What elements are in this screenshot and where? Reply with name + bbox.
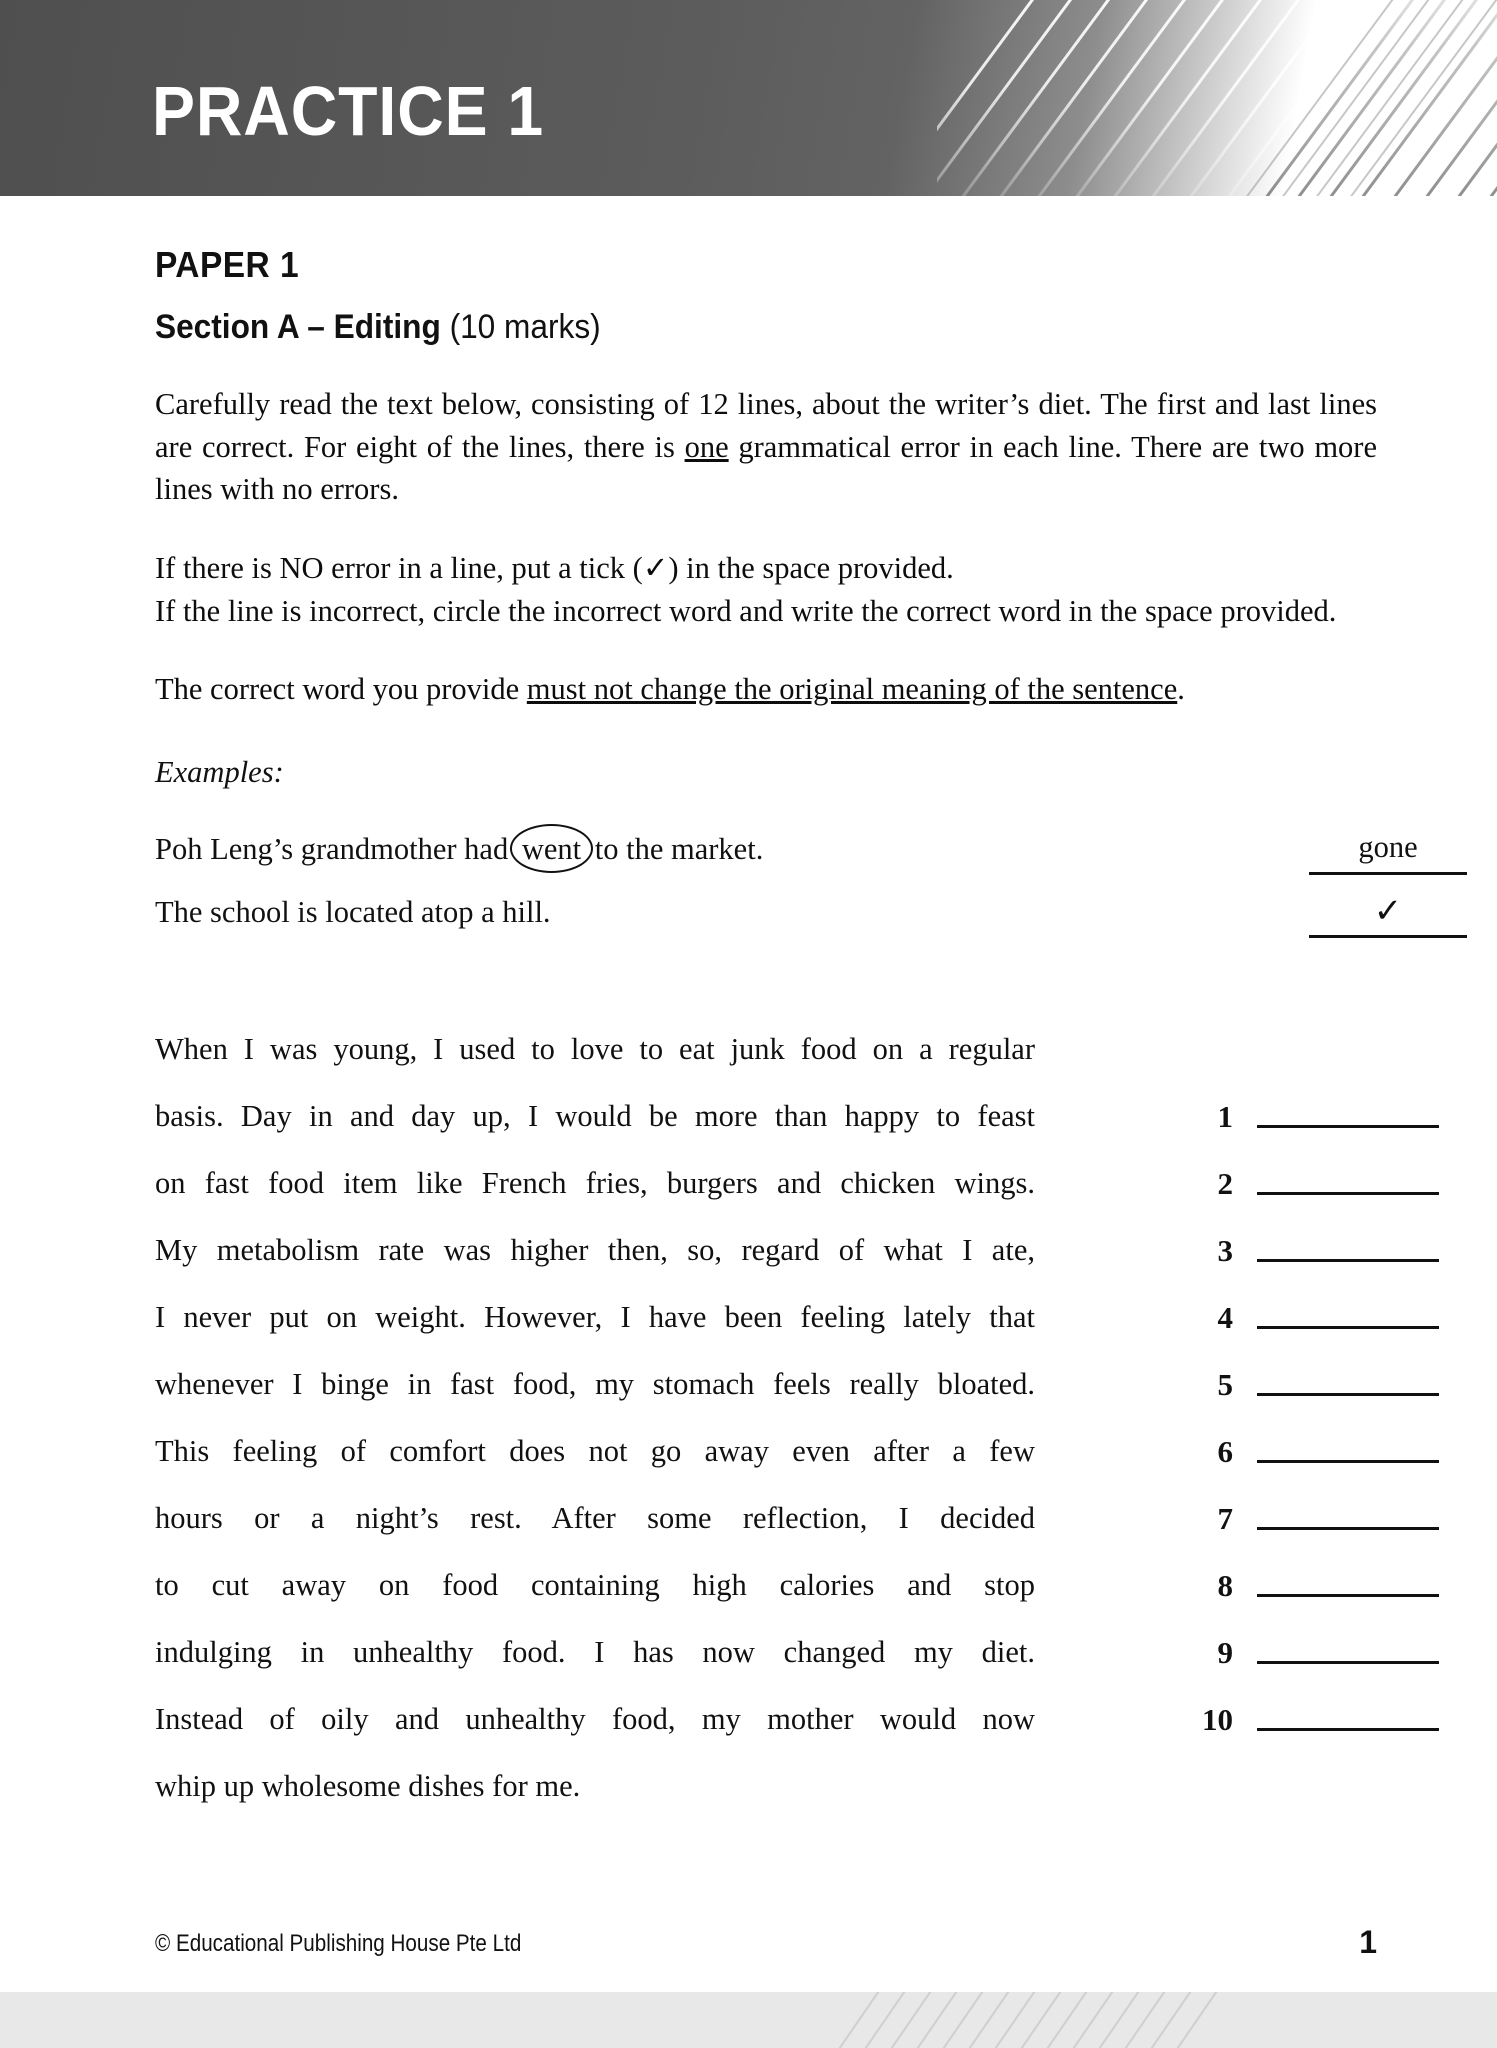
- instruction-paragraph-1: [155, 383, 1377, 511]
- passage-line-number: 1: [1217, 1099, 1233, 1135]
- passage-line: [155, 1217, 1377, 1284]
- footer-copyright: © Educational Publishing House Pte Ltd: [155, 1930, 522, 1957]
- practice-header-banner: [0, 0, 1497, 196]
- passage-line-number: 9: [1217, 1635, 1233, 1671]
- answer-blank-line[interactable]: [1257, 1594, 1439, 1597]
- answer-blank-line[interactable]: [1257, 1661, 1439, 1664]
- passage-line: [155, 1619, 1377, 1686]
- example-2-answer-rule: [1309, 935, 1467, 938]
- example-2-sentence: The school is located atop a hill.: [155, 895, 551, 930]
- passage-line-text: hours or a night’s rest. After some reflection, I decided: [155, 1501, 1035, 1536]
- answer-blank-line[interactable]: [1257, 1728, 1439, 1731]
- example-1-circled-word: went: [521, 832, 582, 867]
- passage-line-number: 3: [1217, 1233, 1233, 1269]
- passage-line-number: 2: [1217, 1166, 1233, 1202]
- answer-blank-line[interactable]: [1257, 1460, 1439, 1463]
- passage-line: [155, 1552, 1377, 1619]
- instruction-1-text-a: Carefully read the text below, consisting of 12 lines, about the writer’s diet. The first and last lines are correct. For eight of the lines, there is: [155, 387, 1377, 464]
- editing-passage: [155, 1016, 1377, 1820]
- example-1-text-before: Poh Leng’s grandmother had: [155, 832, 516, 867]
- example-row: [155, 893, 1403, 931]
- passage-line: [155, 1485, 1377, 1552]
- passage-line: [155, 1083, 1377, 1150]
- instruction-paragraph-2-line-2: If the line is incorrect, circle the incorrect word and write the correct word in the space provided.: [155, 593, 1337, 628]
- tick-icon: ✓: [1373, 893, 1403, 931]
- passage-line: [155, 1284, 1377, 1351]
- passage-line-number: 10: [1202, 1702, 1233, 1738]
- example-1-answer-slot[interactable]: [1309, 832, 1467, 875]
- passage-line-number: 7: [1217, 1501, 1233, 1537]
- paper-heading: PAPER 1: [155, 244, 300, 285]
- answer-blank-line[interactable]: [1257, 1192, 1439, 1195]
- page-title: PRACTICE 1: [152, 72, 545, 150]
- instruction-3-text-b: .: [1177, 672, 1185, 707]
- example-row: [155, 830, 1418, 867]
- page-footer: [0, 1924, 1497, 1986]
- example-1-circled-word-wrapper: [516, 832, 587, 867]
- example-2-answer-slot[interactable]: [1309, 895, 1467, 938]
- instruction-3-underlined-phrase: must not change the original meaning of the sentence: [526, 672, 1178, 707]
- passage-line-text: whip up wholesome dishes for me.: [155, 1769, 581, 1804]
- bottom-diagonal-stripes-decoration: [837, 1992, 1257, 2048]
- passage-line-text: whenever I binge in fast food, my stomach feels really bloated.: [155, 1367, 1035, 1402]
- section-heading-title: Section A – Editing: [155, 308, 441, 346]
- passage-line-text: to cut away on food containing high calories and stop: [155, 1568, 1035, 1603]
- passage-line-number: 5: [1217, 1367, 1233, 1403]
- passage-line-text: Instead of oily and unhealthy food, my mother would now: [155, 1702, 1035, 1737]
- bottom-decorative-band: [0, 1992, 1497, 2048]
- example-1-answer-value: gone: [1358, 830, 1418, 865]
- instruction-paragraph-3: [155, 668, 1377, 711]
- page-content: [0, 196, 1497, 1820]
- header-diagonal-stripes-decoration: [937, 0, 1497, 196]
- passage-line: [155, 1753, 1377, 1820]
- instruction-1-text-b: grammatical error in each line. There are two more lines with no errors.: [155, 429, 1378, 507]
- passage-line-text: I never put on weight. However, I have been feeling lately that: [155, 1300, 1035, 1335]
- passage-line-number: 4: [1217, 1300, 1233, 1336]
- passage-line-text: indulging in unhealthy food. I has now changed my diet.: [155, 1635, 1035, 1670]
- passage-line-number: 8: [1217, 1568, 1233, 1604]
- example-1-sentence: [155, 832, 763, 867]
- answer-blank-line[interactable]: [1257, 1125, 1439, 1128]
- passage-line: [155, 1150, 1377, 1217]
- passage-line: [155, 1686, 1377, 1753]
- footer-page-number: 1: [1359, 1924, 1377, 1960]
- passage-line-text: This feeling of comfort does not go away even after a few: [155, 1434, 1035, 1469]
- passage-line-text: My metabolism rate was higher then, so, regard of what I ate,: [155, 1233, 1035, 1268]
- answer-blank-line[interactable]: [1257, 1527, 1439, 1530]
- instruction-1-underlined-one: one: [684, 429, 729, 464]
- instruction-paragraph-2-line-1: If there is NO error in a line, put a tick (✓) in the space provided.: [155, 551, 954, 586]
- answer-blank-line[interactable]: [1257, 1259, 1439, 1262]
- passage-line-text: basis. Day in and day up, I would be more than happy to feast: [155, 1099, 1035, 1134]
- passage-line-text: When I was young, I used to love to eat junk food on a regular: [155, 1032, 1035, 1067]
- passage-line-text: on fast food item like French fries, burgers and chicken wings.: [155, 1166, 1035, 1201]
- section-heading: [155, 308, 1291, 347]
- example-1-text-after: to the market.: [587, 832, 764, 867]
- answer-blank-line[interactable]: [1257, 1393, 1439, 1396]
- passage-line: [155, 1351, 1377, 1418]
- instruction-3-text-a: The correct word you provide: [155, 672, 527, 707]
- passage-line: [155, 1016, 1377, 1083]
- passage-line-number: 6: [1217, 1434, 1233, 1470]
- section-heading-marks: (10 marks): [449, 308, 601, 346]
- example-1-answer-rule: [1309, 872, 1467, 875]
- passage-line: [155, 1418, 1377, 1485]
- examples-label: Examples:: [155, 755, 284, 790]
- answer-blank-line[interactable]: [1257, 1326, 1439, 1329]
